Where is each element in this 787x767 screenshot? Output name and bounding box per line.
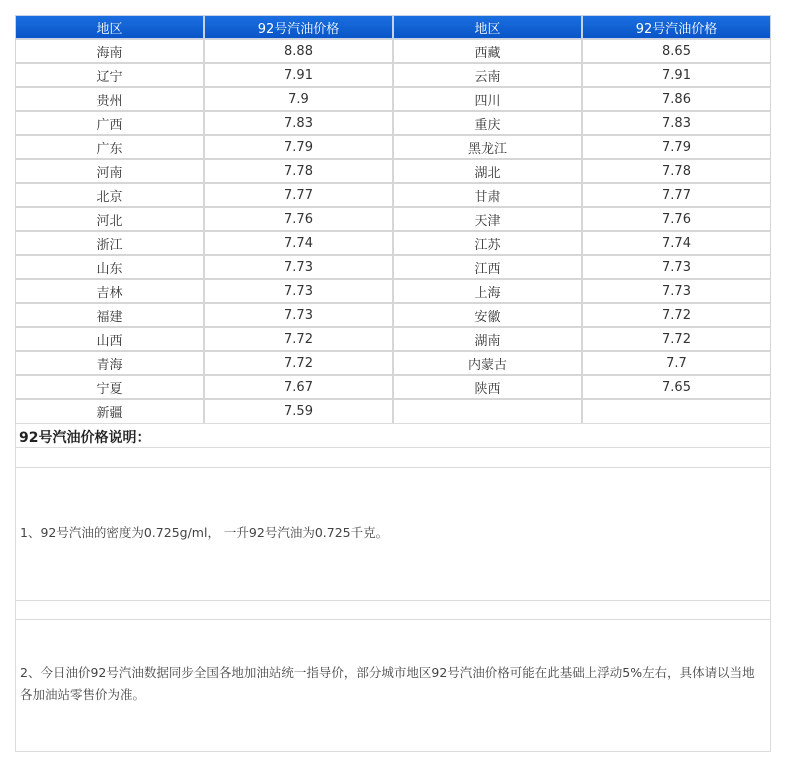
- price-cell: 7.78: [204, 159, 393, 183]
- region-cell: 四川: [393, 87, 582, 111]
- region-cell: 新疆: [15, 399, 204, 424]
- table-row: [15, 231, 771, 255]
- region-cell: 贵州: [15, 87, 204, 111]
- region-cell: 宁夏: [15, 375, 204, 399]
- note-density: 1、92号汽油的密度为0.725g/ml， 一升92号汽油为0.725千克。: [20, 525, 389, 540]
- region-cell: 云南: [393, 63, 582, 87]
- price-cell: 7.59: [204, 399, 393, 424]
- table-row: [15, 327, 771, 351]
- price-cell: 7.73: [204, 279, 393, 303]
- region-cell: 西藏: [393, 39, 582, 63]
- header-region-right: 地区: [393, 15, 582, 39]
- table-row: [15, 183, 771, 207]
- table-row: [15, 207, 771, 231]
- table-row: [15, 135, 771, 159]
- region-cell: 北京: [15, 183, 204, 207]
- price-cell: 7.72: [582, 327, 771, 351]
- region-cell: 湖北: [393, 159, 582, 183]
- price-cell: 7.76: [204, 207, 393, 231]
- region-cell: 天津: [393, 207, 582, 231]
- table-row: [15, 159, 771, 183]
- region-cell: 浙江: [15, 231, 204, 255]
- region-cell: 重庆: [393, 111, 582, 135]
- price-cell: 7.9: [204, 87, 393, 111]
- price-cell: 7.76: [582, 207, 771, 231]
- price-cell: 7.77: [204, 183, 393, 207]
- region-cell: 广西: [15, 111, 204, 135]
- price-cell: 7.7: [582, 351, 771, 375]
- price-cell: 7.91: [204, 63, 393, 87]
- price-cell: 7.77: [582, 183, 771, 207]
- price-cell: 7.91: [582, 63, 771, 87]
- table-row: [15, 63, 771, 87]
- region-cell: 湖南: [393, 327, 582, 351]
- table-row: [15, 399, 771, 424]
- table-row: [15, 303, 771, 327]
- table-row: [15, 351, 771, 375]
- price-cell: 7.65: [582, 375, 771, 399]
- price-cell: 7.83: [582, 111, 771, 135]
- notes-divider: [16, 447, 770, 448]
- table-row: [15, 279, 771, 303]
- region-cell: 海南: [15, 39, 204, 63]
- price-cell: 7.83: [204, 111, 393, 135]
- region-cell: 广东: [15, 135, 204, 159]
- region-cell: 山西: [15, 327, 204, 351]
- price-cell: 7.73: [204, 255, 393, 279]
- price-cell: 7.73: [204, 303, 393, 327]
- table-row: [15, 87, 771, 111]
- price-cell: 7.67: [204, 375, 393, 399]
- region-cell: 吉林: [15, 279, 204, 303]
- region-cell: 河南: [15, 159, 204, 183]
- region-cell: 福建: [15, 303, 204, 327]
- table-row: [15, 111, 771, 135]
- header-price-left: 92号汽油价格: [204, 15, 393, 39]
- price-cell: 8.88: [204, 39, 393, 63]
- region-cell: [393, 399, 582, 424]
- price-cell: 7.73: [582, 255, 771, 279]
- notes-title: 92号汽油价格说明：: [19, 430, 151, 446]
- price-cell: 7.72: [204, 351, 393, 375]
- table-row: [15, 39, 771, 63]
- price-notes-section: [15, 423, 771, 752]
- region-cell: 江苏: [393, 231, 582, 255]
- price-cell: [582, 399, 771, 424]
- table-row: [15, 255, 771, 279]
- notes-divider: [16, 467, 770, 468]
- price-cell: 8.65: [582, 39, 771, 63]
- notes-divider: [16, 619, 770, 620]
- table-row: [15, 375, 771, 399]
- price-cell: 7.79: [204, 135, 393, 159]
- note-guidance: 2、今日油价92号汽油数据同步全国各地加油站统一指导价，部分城市地区92号汽油价格可能在此基础上浮动5%左右，具体请以当地各加油站零售价为准。: [20, 665, 755, 702]
- region-cell: 安徽: [393, 303, 582, 327]
- price-cell: 7.72: [204, 327, 393, 351]
- region-cell: 河北: [15, 207, 204, 231]
- price-cell: 7.78: [582, 159, 771, 183]
- price-cell: 7.72: [582, 303, 771, 327]
- header-price-right: 92号汽油价格: [582, 15, 771, 39]
- price-cell: 7.79: [582, 135, 771, 159]
- price-cell: 7.73: [582, 279, 771, 303]
- region-cell: 上海: [393, 279, 582, 303]
- region-cell: 辽宁: [15, 63, 204, 87]
- price-cell: 7.74: [582, 231, 771, 255]
- header-region-left: 地区: [15, 15, 204, 39]
- region-cell: 内蒙古: [393, 351, 582, 375]
- notes-divider: [16, 600, 770, 601]
- region-cell: 青海: [15, 351, 204, 375]
- oil-price-table: [15, 15, 771, 424]
- table-body: [15, 39, 771, 424]
- region-cell: 江西: [393, 255, 582, 279]
- region-cell: 山东: [15, 255, 204, 279]
- price-cell: 7.74: [204, 231, 393, 255]
- price-cell: 7.86: [582, 87, 771, 111]
- region-cell: 陕西: [393, 375, 582, 399]
- region-cell: 甘肃: [393, 183, 582, 207]
- region-cell: 黑龙江: [393, 135, 582, 159]
- table-header-row: [15, 15, 771, 39]
